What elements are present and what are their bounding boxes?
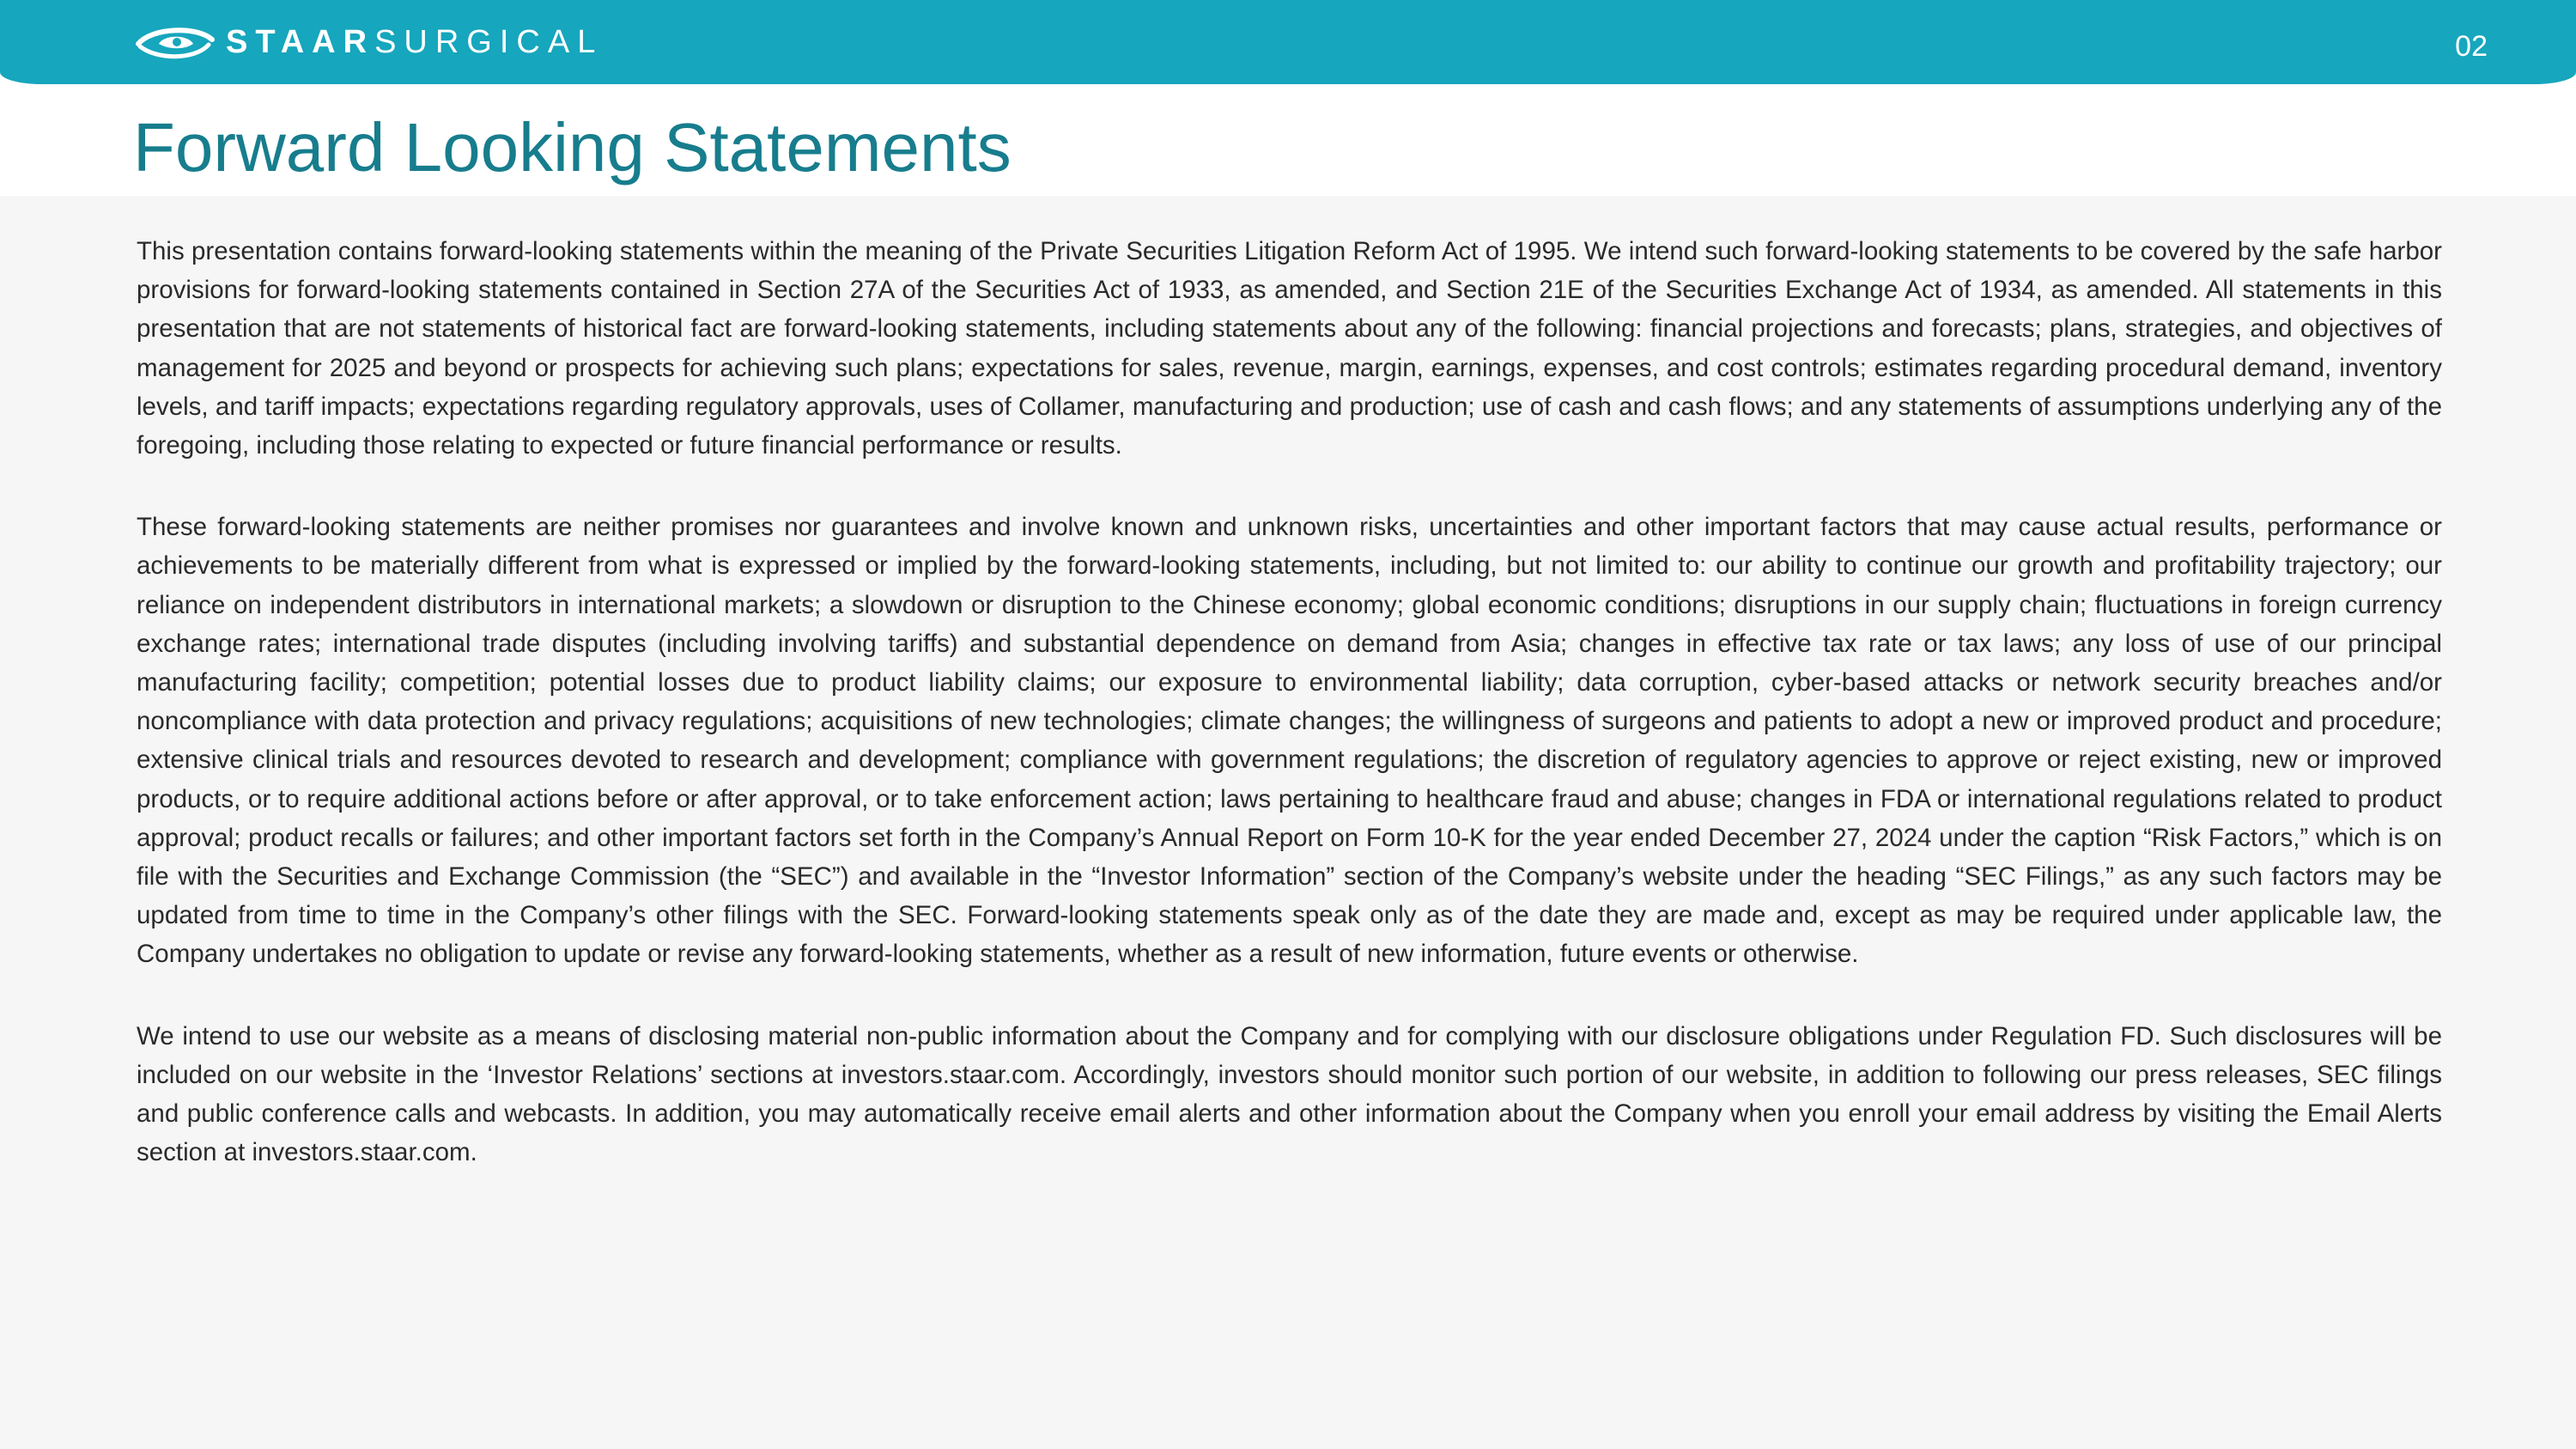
logo-brand-light: SURGICAL	[374, 24, 604, 60]
page-number: 02	[2455, 30, 2488, 63]
statement-body	[137, 232, 2442, 1215]
logo-text	[226, 22, 603, 62]
paragraph-forward-looking-intro: This presentation contains forward-looking statements within the meaning of the Private Securities Litigation Reform Act of 1995. We intend such forward-looking statements to be covered by the safe harbor provisions for forward-looking statements contained in Section 27A of the Securities Act of 1933, as amended, and Section 21E of the Securities Exchange Act of 1934, as amended. All statements in this presentation that are not statements of historical fact are forward-looking statements, including statements about any of the following: financial projections and forecasts; plans, strategies, and objectives of management for 2025 and beyond or prospects for achieving such plans; expectations for sales, revenue, margin, earnings, expenses, and cost controls; estimates regarding procedural demand, inventory levels, and tariff impacts; expectations regarding regulatory approvals, uses of Collamer, manufacturing and production; use of cash and cash flows; and any statements of assumptions underlying any of the foregoing, including those relating to expected or future financial performance or results.	[137, 237, 2442, 460]
header-band	[0, 0, 2576, 84]
logo-brand-bold: STAAR	[226, 24, 375, 60]
eye-logo-icon	[135, 22, 216, 62]
page-title: Forward Looking Statements	[133, 109, 1012, 186]
paragraph-risk-factors: These forward-looking statements are neither promises nor guarantees and involve known and unknown risks, uncertainties and other important factors that may cause actual results, performance or achievements to be materially different from what is expressed or implied by the forward-looking statements, including, but not limited to: our ability to continue our growth and profitability trajectory; our reliance on independent distributors in international markets; a slowdown or disruption to the Chinese economy; global economic conditions; disruptions in our supply chain; fluctuations in foreign currency exchange rates; international trade disputes (including involving tariffs) and substantial dependence on demand from Asia; changes in effective tax rate or tax laws; any loss of use of our principal manufacturing facility; competition; potential losses due to product liability claims; our exposure to environmental liability; data corruption, cyber-based attacks or network security breaches and/or noncompliance with data protection and privacy regulations; acquisitions of new technologies; climate changes; the willingness of surgeons and patients to adopt a new or improved product and procedure; extensive clinical trials and resources devoted to research and development; compliance with government regulations; the discretion of regulatory agencies to approve or reject existing, new or improved products, or to require additional actions before or after approval, or to take enforcement action; laws pertaining to healthcare fraud and abuse; changes in FDA or international regulations related to product approval; product recalls or failures; and other important factors set forth in the Company’s Annual Report on Form 10-K for the year ended December 27, 2024 under the caption “Risk Factors,” which is on file with the Securities and Exchange Commission (the “SEC”) and available in the “Investor Information” section of the Company’s website under the heading “SEC Filings,” as any such factors may be updated from time to time in the Company’s other filings with the SEC. Forward-looking statements speak only as of the date they are made and, except as may be required under applicable law, the Company undertakes no obligation to update or revise any forward-looking statements, whether as a result of new information, future events or otherwise.	[137, 513, 2442, 969]
company-logo	[135, 22, 603, 62]
paragraph-website-disclosure: We intend to use our website as a means of disclosing material non-public information about the Company and for complying with our disclosure obligations under Regulation FD. Such disclosures will be included on our website in the ‘Investor Relations’ sections at investors.staar.com. Accordingly, investors should monitor such portion of our website, in addition to following our press releases, SEC filings and public conference calls and webcasts. In addition, you may automatically receive email alerts and other information about the Company when you enroll your email address by visiting the Email Alerts section at investors.staar.com.	[137, 1021, 2442, 1167]
